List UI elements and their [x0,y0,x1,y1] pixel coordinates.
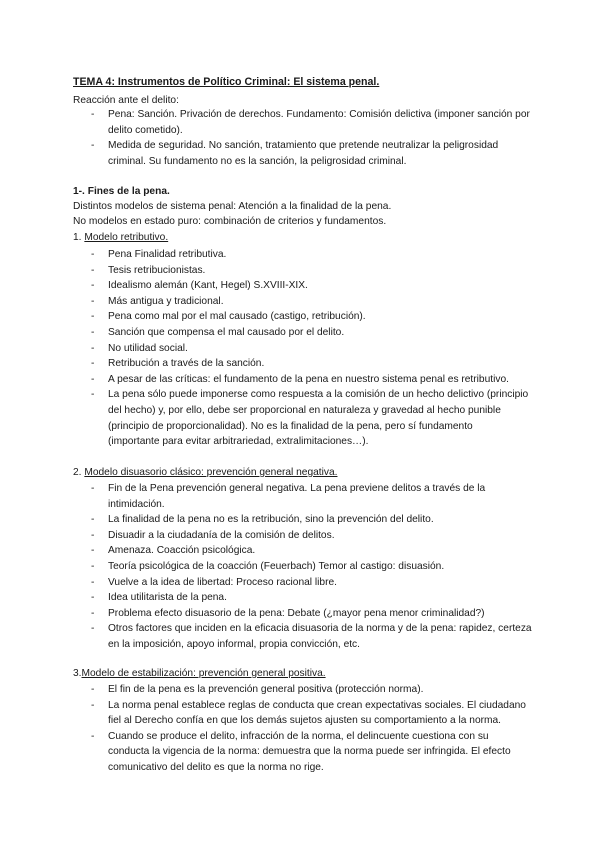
list-item-text: conducta la vigencia de la norma: demuestra que la norma puede ser infringida. El efecto [108,746,511,758]
list-item-text: del hecho) y, por ello, debe ser proporcional en naturaleza y gravedad al hecho punible [108,405,501,416]
list-item-text: (importante para evitar arbitrariedad, extralimitaciones…). [108,436,369,448]
list-item-text: criminal. Su fundamento no es la sanción, la peligrosidad criminal. [108,155,407,167]
bullet-dash: - [91,295,95,307]
list-item-text: Más antigua y tradicional. [108,295,224,307]
model-3-number: 3. [73,668,82,679]
document-title: TEMA 4: Instrumentos de Político Criminal: El sistema penal. [73,76,380,88]
section-1-line: Distintos modelos de sistema penal: Atención a la finalidad de la pena. [73,201,392,212]
bullet-dash: - [91,373,95,385]
bullet-dash: - [91,514,95,526]
list-item-text: Pena: Sanción. Privación de derechos. Fundamento: Comisión delictiva (imponer sanción por [108,109,530,120]
list-item-text: Medida de seguridad. No sanción, tratamiento que pretende neutralizar la peligrosidad [108,140,499,152]
list-item-text: fiel al Derecho confía en que los demás sujetos ajusten su comportamiento a la norma. [108,715,501,727]
bullet-dash: - [91,358,95,370]
bullet-dash: - [91,140,95,152]
section-1-line: No modelos en estado puro: combinación de criterios y fundamentos. [73,216,387,227]
bullet-dash: - [91,576,95,588]
list-item-text: No utilidad social. [108,342,188,354]
list-item-text: Teoría psicológica de la coacción (Feuerbach) Temor al castigo: disuasión. [108,561,445,572]
model-2-heading-line [73,466,337,479]
bullet-dash: - [91,730,95,742]
bullet-dash: - [91,592,95,604]
model-3-heading: Modelo de estabilización: prevención general positiva. [81,668,326,679]
model-2-heading: Modelo disuasorio clásico: prevención general negativa. [84,467,338,478]
model-2-number: 2. [73,467,82,478]
bullet-dash: - [91,389,95,401]
bullet-dash: - [91,483,95,494]
list-item-text: Pena Finalidad retributiva. [108,249,227,260]
list-item-text: Idea utilitarista de la pena. [108,592,227,604]
model-3-heading-line [73,667,326,680]
bullet-dash: - [91,623,95,635]
list-item-text: La pena sólo puede imponerse como respuesta a la comisión de un hecho delictivo (principio [108,389,529,401]
list-item-text: (principio de proporcionalidad). No es la finalidad de la pena, pero sí fundamento [108,420,473,432]
bullet-dash: - [91,342,95,354]
list-item-text: Fin de la Pena prevención general negativa. La pena previene delitos a través de la [108,483,486,494]
model-1-heading-line [73,231,168,244]
list-item-text: Tesis retribucionistas. [108,264,206,276]
list-item-text: Retribución a través de la sanción. [108,358,265,370]
list-item-text: Vuelve a la idea de libertad: Proceso racional libre. [108,576,337,588]
list-item-text: A pesar de las críticas: el fundamento de la pena en nuestro sistema penal es retributivo. [108,373,509,385]
bullet-dash: - [91,529,95,541]
list-item-text: Problema efecto disuasorio de la pena: Debate (¿mayor pena menor criminalidad?) [108,607,485,619]
section-1-heading: 1-. Fines de la pena. [73,186,170,197]
list-item-text: Pena como mal por el mal causado (castigo, retribución). [108,311,366,323]
bullet-dash: - [91,327,95,338]
list-item-text: Amenaza. Coacción psicológica. [108,545,256,557]
bullet-dash: - [91,280,95,292]
list-item-text: Disuadir a la ciudadanía de la comisión de delitos. [108,529,335,541]
model-1-heading: Modelo retributivo. [84,232,169,243]
list-item-text: delito cometido). [108,124,183,136]
model-1-number: 1. [73,232,82,243]
bullet-dash: - [91,249,95,260]
bullet-dash: - [91,684,95,695]
list-item-text: Cuando se produce el delito, infracción de la norma, el delincuente cuestiona con su [108,730,489,742]
list-item-text: Otros factores que inciden en la eficacia disuasoria de la norma y de la pena: rapidez, certeza [108,623,532,635]
bullet-dash: - [91,545,95,557]
list-item-text: comunicativo del delito es que la norma no rige. [108,762,324,773]
list-item-text: La finalidad de la pena no es la retribución, sino la prevención del delito. [108,514,434,526]
list-item-text: en la imposición, apoyo informal, propia convicción, etc. [108,639,360,650]
intro-line: Reacción ante el delito: [73,95,179,106]
bullet-dash: - [91,311,95,323]
list-item-text: La norma penal establece reglas de conducta que crean expectativas sociales. El ciudadano [108,699,526,711]
list-item-text: El fin de la pena es la prevención general positiva (protección norma). [108,684,424,695]
list-item-text: intimidación. [108,498,165,510]
bullet-dash: - [91,699,95,711]
bullet-dash: - [91,561,95,572]
list-item-text: Sanción que compensa el mal causado por el delito. [108,327,345,338]
bullet-dash: - [91,109,95,120]
list-item-text: Idealismo alemán (Kant, Hegel) S.XVIII-XIX. [108,280,308,292]
bullet-dash: - [91,607,95,619]
bullet-dash: - [91,264,95,276]
